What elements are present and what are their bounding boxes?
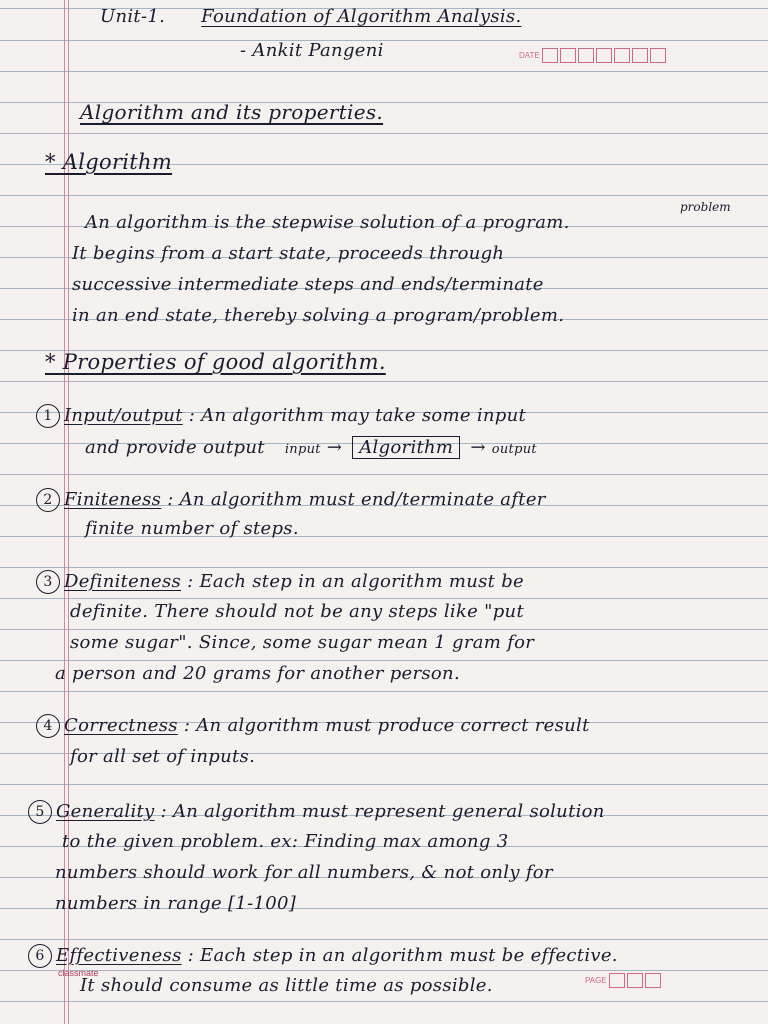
property-5-line-3: numbers should work for all numbers, & not only for	[55, 862, 553, 883]
property-number: 2	[36, 488, 60, 512]
property-text: : An algorithm must represent general solution	[160, 801, 605, 822]
property-term: Input/output	[64, 405, 183, 426]
algorithm-heading: * Algorithm	[45, 150, 173, 174]
property-number: 6	[28, 944, 52, 968]
property-item-5	[28, 800, 756, 824]
unit-label: Unit-1.	[100, 6, 166, 27]
flow-output-label: output	[491, 442, 537, 457]
margin-note: problem	[680, 200, 731, 214]
property-text: : Each step in an algorithm must be effective.	[187, 945, 618, 966]
property-term: Generality	[56, 801, 155, 822]
flow-input-label: input	[284, 442, 321, 457]
author-line: - Ankit Pangeni	[240, 40, 384, 61]
page-title: Foundation of Algorithm Analysis.	[201, 6, 522, 27]
property-3-line-4: a person and 20 grams for another person.	[55, 663, 460, 684]
property-term: Finiteness	[64, 489, 162, 510]
property-5-line-4: numbers in range [1-100]	[55, 893, 297, 914]
property-number: 5	[28, 800, 52, 824]
arrow-icon: →	[470, 437, 486, 458]
header-row	[100, 6, 756, 27]
algorithm-line-4: in an end state, thereby solving a program/problem.	[72, 305, 565, 326]
property-item-4	[36, 714, 756, 738]
property-4-line-2: for all set of inputs.	[70, 746, 256, 767]
property-number: 1	[36, 404, 60, 428]
page-label: PAGE	[585, 976, 607, 985]
property-text: : An algorithm may take some input	[188, 405, 527, 426]
flow-algorithm-box: Algorithm	[352, 436, 460, 459]
property-text: : Each step in an algorithm must be	[187, 571, 524, 592]
property-3-line-2: definite. There should not be any steps like "put	[70, 601, 524, 622]
property-3-line-3: some sugar". Since, some sugar mean 1 gram for	[70, 632, 535, 653]
property-6-line-2: It should consume as little time as possible.	[80, 975, 493, 996]
property-text: : An algorithm must end/terminate after	[167, 489, 546, 510]
algorithm-line-2: It begins from a start state, proceeds through	[72, 243, 505, 264]
algorithm-line-3: successive intermediate steps and ends/terminate	[72, 274, 544, 295]
arrow-icon: →	[326, 437, 343, 458]
property-term: Effectiveness	[56, 945, 182, 966]
property-text: and provide output	[85, 437, 265, 458]
property-number: 3	[36, 570, 60, 594]
property-item-2	[36, 488, 756, 512]
property-2-line-2: finite number of steps.	[85, 518, 299, 539]
property-item-6	[28, 944, 756, 968]
date-label: DATE	[519, 51, 540, 60]
main-heading: Algorithm and its properties.	[80, 100, 384, 124]
property-item-1	[36, 404, 756, 428]
property-number: 4	[36, 714, 60, 738]
page-number-box	[585, 973, 661, 988]
property-term: Definiteness	[64, 571, 182, 592]
brand-logo: classmate	[58, 968, 99, 978]
property-1-line-2	[85, 436, 756, 459]
property-text: : An algorithm must produce correct result	[183, 715, 590, 736]
property-item-3	[36, 570, 756, 594]
properties-heading: * Properties of good algorithm.	[45, 350, 386, 374]
date-box	[519, 48, 666, 63]
property-5-line-2: to the given problem. ex: Finding max among 3	[62, 831, 509, 852]
algorithm-line-1: An algorithm is the stepwise solution of a program.	[85, 212, 570, 233]
property-term: Correctness	[64, 715, 178, 736]
